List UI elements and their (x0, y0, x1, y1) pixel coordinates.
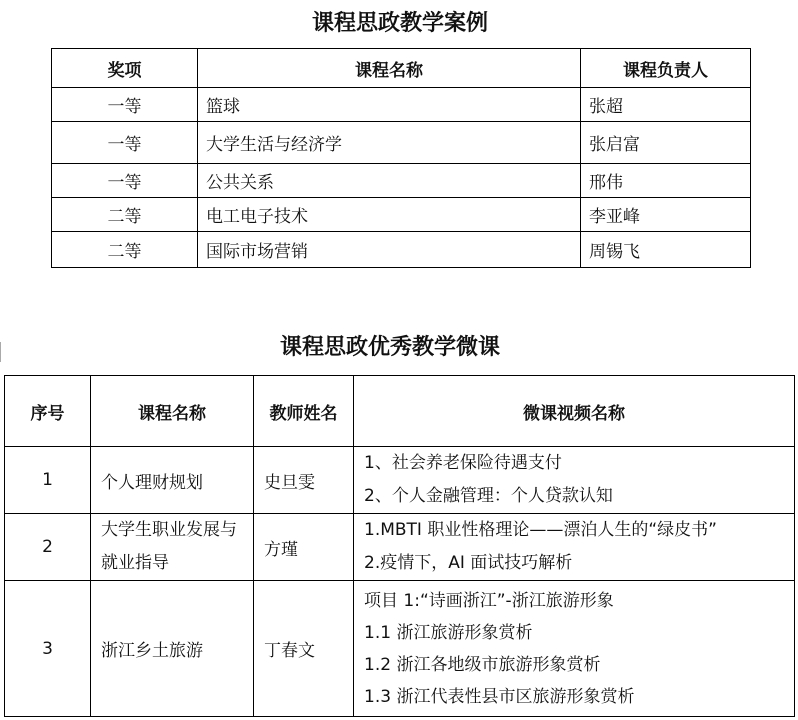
owner-cell: 李亚峰 (581, 198, 751, 232)
table-row (52, 232, 751, 268)
microcourse-table (4, 375, 795, 717)
table-row (5, 447, 795, 514)
course-cell: 大学生活与经济学 (198, 122, 581, 164)
course-cell: 大学生职业发展与就业指导 (91, 514, 254, 581)
no-cell: 2 (5, 514, 91, 581)
award-table (51, 48, 751, 268)
no-cell: 3 (5, 581, 91, 717)
header-video: 微课视频名称 (354, 376, 795, 447)
table-row (5, 514, 795, 581)
header-teacher: 教师姓名 (254, 376, 354, 447)
award-cell: 一等 (52, 122, 198, 164)
video-item: 1.2 浙江各地级市旅游形象赏析 (364, 654, 601, 675)
teacher-cell: 丁春文 (254, 581, 354, 717)
course-cell: 篮球 (198, 88, 581, 122)
table-row (5, 581, 795, 717)
video-item: 1.1 浙江旅游形象赏析 (364, 622, 533, 643)
owner-cell: 邢伟 (581, 164, 751, 198)
table-row (52, 122, 751, 164)
table-row (52, 198, 751, 232)
table-row (52, 164, 751, 198)
video-cell (354, 581, 795, 717)
award-cell: 一等 (52, 88, 198, 122)
award-cell: 一等 (52, 164, 198, 198)
header-course: 课程名称 (91, 376, 254, 447)
header-owner: 课程负责人 (581, 49, 751, 88)
table-row (52, 88, 751, 122)
course-cell: 浙江乡土旅游 (91, 581, 254, 717)
owner-cell: 张超 (581, 88, 751, 122)
teacher-cell: 方瑾 (254, 514, 354, 581)
video-item: 1.3 浙江代表性县市区旅游形象赏析 (364, 686, 635, 707)
header-no: 序号 (5, 376, 91, 447)
page-edge-marker (0, 342, 4, 362)
owner-cell: 周锡飞 (581, 232, 751, 268)
course-cell: 国际市场营销 (198, 232, 581, 268)
course-cell: 公共关系 (198, 164, 581, 198)
owner-cell: 张启富 (581, 122, 751, 164)
course-cell: 电工电子技术 (198, 198, 581, 232)
video-item: 1、社会养老保险待遇支付 (364, 453, 562, 473)
video-cell (354, 514, 795, 581)
table-header-row (52, 49, 751, 88)
video-item: 2.疫情下，AI 面试技巧解析 (364, 553, 573, 573)
award-cell: 二等 (52, 198, 198, 232)
video-item: 项目 1:“诗画浙江”-浙江旅游形象 (364, 590, 614, 611)
table1-title: 课程思政教学案例 (311, 11, 488, 36)
table-header-row (5, 376, 795, 447)
header-award: 奖项 (52, 49, 198, 88)
table2-title: 课程思政优秀教学微课 (279, 335, 500, 360)
video-item: 1.MBTI 职业性格理论——漂泊人生的“绿皮书” (364, 520, 717, 540)
no-cell: 1 (5, 447, 91, 514)
award-cell: 二等 (52, 232, 198, 268)
video-cell (354, 447, 795, 514)
video-item: 2、个人金融管理：个人贷款认知 (364, 486, 613, 506)
header-course: 课程名称 (198, 49, 581, 88)
teacher-cell: 史旦雯 (254, 447, 354, 514)
course-cell: 个人理财规划 (91, 447, 254, 514)
